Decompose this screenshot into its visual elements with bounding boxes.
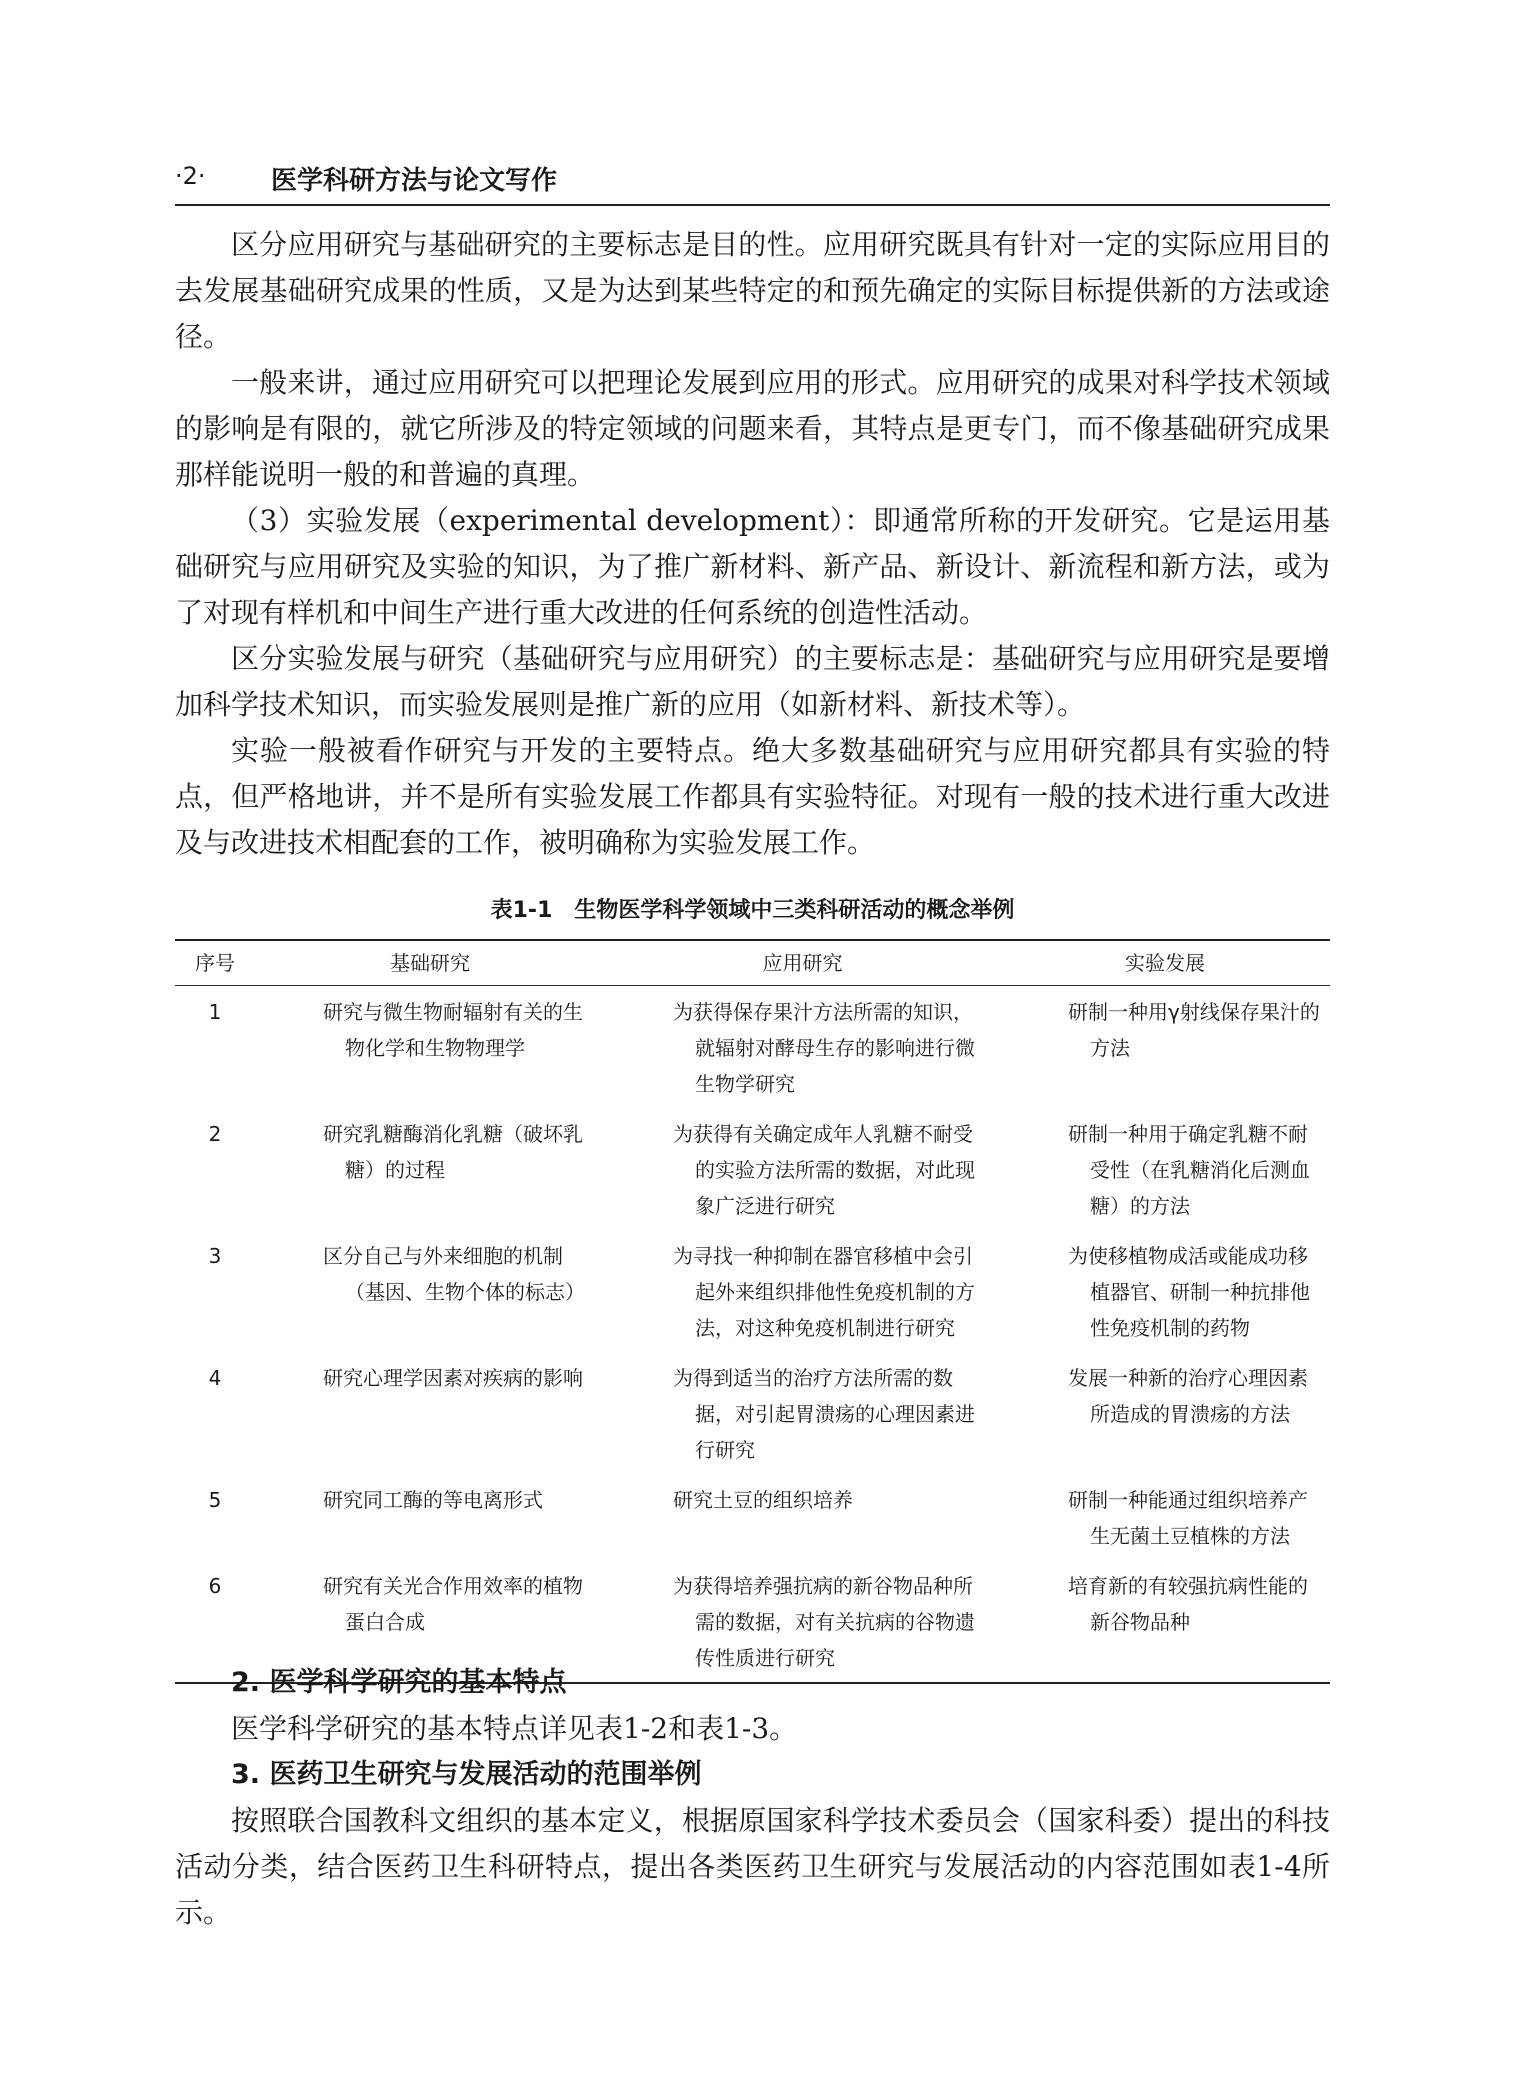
page-number: ·2· bbox=[175, 162, 206, 190]
cell-development: 发展一种新的治疗心理因素所造成的胃溃疡的方法 bbox=[1068, 1366, 1308, 1426]
cell-basic: 研究心理学因素对疾病的影响 bbox=[323, 1366, 583, 1390]
paragraph: 实验一般被看作研究与开发的主要特点。绝大多数基础研究与应用研究都具有实验的特点，但严格地讲，并不是所有实验发展工作都具有实验特征。对现有一般的技术进行重大改进及与改进技术相配套的工作，被明确称为实验发展工作。 bbox=[175, 734, 1330, 859]
cell-applied: 为获得保存果汁方法所需的知识，就辐射对酵母生存的影响进行微生物学研究 bbox=[673, 1000, 975, 1096]
cell-basic: 研究同工酶的等电离形式 bbox=[323, 1488, 543, 1512]
table-header-row bbox=[175, 940, 1330, 986]
paragraph: 区分应用研究与基础研究的主要标志是目的性。应用研究既具有针对一定的实际应用目的去发展基础研究成果的性质，又是为达到某些特定的和预先确定的实际目标提供新的方法或途径。 bbox=[175, 228, 1330, 353]
section-heading: 2. 医学科学研究的基本特点 bbox=[231, 1667, 567, 1698]
cell-development: 研制一种能通过组织培养产生无菌土豆植株的方法 bbox=[1068, 1488, 1308, 1548]
cell-basic: 研究有关光合作用效率的植物蛋白合成 bbox=[255, 1560, 605, 1683]
table-row bbox=[175, 986, 1330, 1109]
cell-serial: 2 bbox=[208, 1122, 222, 1146]
header-serial: 序号 bbox=[175, 940, 255, 986]
page-header bbox=[175, 158, 1330, 206]
header-basic-research: 基础研究 bbox=[255, 940, 605, 986]
cell-serial: 1 bbox=[208, 1000, 222, 1024]
cell-basic: 研究与微生物耐辐射有关的生物化学和生物物理学 bbox=[323, 1000, 583, 1060]
cell-basic: 区分自己与外来细胞的机制（基因、生物个体的标志） bbox=[323, 1244, 585, 1304]
table-row bbox=[175, 1352, 1330, 1474]
table-row bbox=[175, 1108, 1330, 1230]
cell-applied: 为获得有关确定成年人乳糖不耐受的实验方法所需的数据，对此现象广泛进行研究 bbox=[673, 1122, 975, 1218]
table-row bbox=[175, 1230, 1330, 1352]
paragraph: （3）实验发展（experimental development）：即通常所称的开发研究。它是运用基础研究与应用研究及实验的知识，为了推广新材料、新产品、新设计、新流程和新方法，或为了对现有样机和中间生产进行重大改进的任何系统的创造性活动。 bbox=[175, 504, 1330, 629]
cell-applied: 为得到适当的治疗方法所需的数据，对引起胃溃疡的心理因素进行研究 bbox=[673, 1366, 975, 1462]
table-row bbox=[175, 1474, 1330, 1560]
cell-basic: 研究乳糖酶消化乳糖（破坏乳糖）的过程 bbox=[323, 1122, 583, 1182]
cell-development: 培育新的有较强抗病性能的新谷物品种 bbox=[1000, 1560, 1330, 1683]
cell-serial: 3 bbox=[208, 1244, 222, 1268]
cell-development: 研制一种用于确定乳糖不耐受性（在乳糖消化后测血糖）的方法 bbox=[1068, 1122, 1310, 1218]
cell-serial: 6 bbox=[175, 1560, 255, 1683]
header-applied-research: 应用研究 bbox=[605, 940, 1000, 986]
paragraph: 医学科学研究的基本特点详见表1-2和表1-3。 bbox=[231, 1712, 798, 1745]
cell-development: 研制一种用γ射线保存果汁的方法 bbox=[1068, 1000, 1320, 1060]
cell-serial: 5 bbox=[208, 1488, 222, 1512]
paragraph: 一般来讲，通过应用研究可以把理论发展到应用的形式。应用研究的成果对科学技术领域的影响是有限的，就它所涉及的特定领域的问题来看，其特点是更专门，而不像基础研究成果那样能说明一般的和普遍的真理。 bbox=[175, 366, 1330, 491]
header-experimental-development: 实验发展 bbox=[1000, 940, 1330, 986]
paragraph: 区分实验发展与研究（基础研究与应用研究）的主要标志是：基础研究与应用研究是要增加科学技术知识，而实验发展则是推广新的应用（如新材料、新技术等）。 bbox=[175, 642, 1330, 721]
cell-applied: 为寻找一种抑制在器官移植中会引起外来组织排他性免疫机制的方法，对这种免疫机制进行研究 bbox=[673, 1244, 975, 1340]
cell-serial: 4 bbox=[208, 1366, 222, 1390]
body-text-bottom bbox=[175, 1660, 1330, 1936]
body-text-top bbox=[175, 222, 1330, 866]
paragraph: 按照联合国教科文组织的基本定义，根据原国家科学技术委员会（国家科委）提出的科技活动分类，结合医药卫生科研特点，提出各类医药卫生研究与发展活动的内容范围如表1-4所示。 bbox=[175, 1804, 1330, 1929]
section-heading: 3. 医药卫生研究与发展活动的范围举例 bbox=[231, 1759, 702, 1790]
cell-development: 为使移植物成活或能成功移植器官、研制一种抗排他性免疫机制的药物 bbox=[1068, 1244, 1310, 1340]
concept-table bbox=[175, 939, 1330, 1684]
cell-applied: 为获得培养强抗病的新谷物品种所需的数据，对有关抗病的谷物遗传性质进行研究 bbox=[605, 1560, 1000, 1683]
table-caption: 表1-1 生物医学科学领域中三类科研活动的概念举例 bbox=[490, 898, 1015, 923]
book-title: 医学科研方法与论文写作 bbox=[271, 166, 558, 196]
cell-applied: 研究土豆的组织培养 bbox=[673, 1488, 853, 1512]
